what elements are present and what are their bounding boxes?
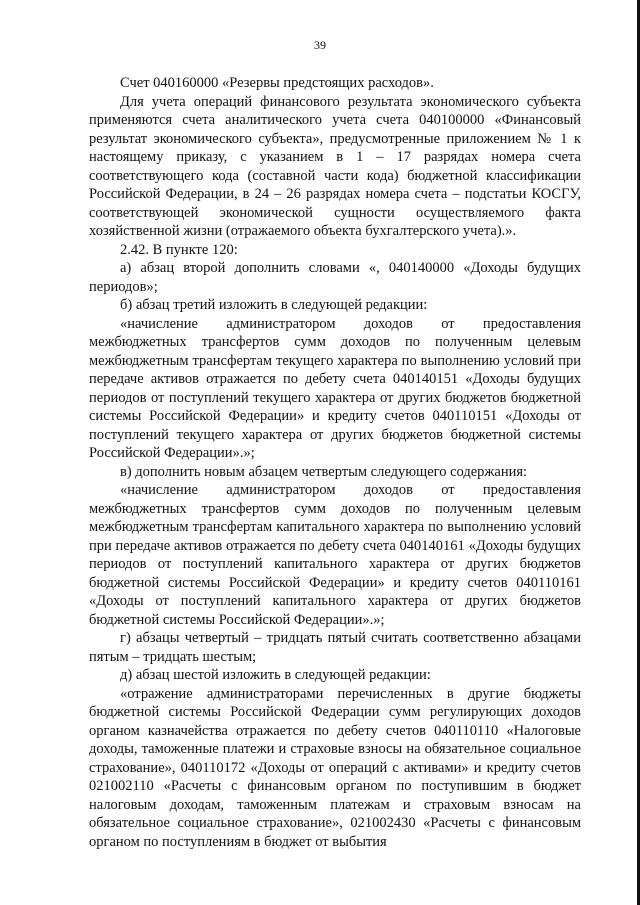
paragraph-item-d: д) абзац шестой изложить в следующей редакции:: [120, 667, 431, 683]
document-body: [89, 74, 581, 851]
paragraph-quote-capital-transfers: «начисление администратором доходов от предоставления межбюджетных трансфертов сумм доходов по полученным целевым межбюджетным трансфертам капитального характера по выполнению условий при передаче активов отражается по дебету счета 040140161 «Доходы будущих периодов от поступлений капитального характера от других бюджетов бюджетной системы Российской Федерации» и кредиту счетов 040110161 «Доходы от поступлений капитального характера от других бюджетов бюджетной системы Российской Федерации».»;: [89, 482, 581, 628]
paragraph-account-reserves: Счет 040160000 «Резервы предстоящих расходов».: [120, 75, 434, 91]
paragraph-item-b: б) абзац третий изложить в следующей редакции:: [120, 297, 428, 313]
paragraph-financial-result: Для учета операций финансового результата экономического субъекта применяются счета аналитического учета счета 040100000 «Финансовый результат экономического субъекта», предусмотренные приложением № 1 к настоящему приказу, с указанием в 1 – 17 разрядах номера счета соответствующего кода (составной части кода) бюджетной классификации Российской Федерации, в 24 – 26 разрядах номера счета – подстатьи КОСГУ, соответствующей экономической сущности осуществляемого факта хозяйственной жизни (отражаемого объекта бухгалтерского учета).».: [89, 93, 581, 239]
paragraph-item-v: в) дополнить новым абзацем четвертым следующего содержания:: [120, 463, 528, 480]
paragraph-item-g: г) абзацы четвертый – тридцать пятый считать соответственно абзацами пятым – тридцать шестым;: [89, 630, 581, 665]
paragraph-item-a: а) абзац второй дополнить словами «, 040140000 «Доходы будущих периодов»;: [89, 260, 581, 295]
paragraph-quote-regulating-income: «отражение администраторами перечисленных в другие бюджеты бюджетной системы Российской Федерации сумм регулирующих доходов органом казначейства отражается по дебету счетов 040110110 «Налоговые доходы, таможенные платежи и страховые взносы на обязательное социальное страхование», 040110172 «Доходы от операций с активами» и кредиту счетов 021002110 «Расчеты с финансовым органом по поступившим в бюджет налоговым доходам, таможенным платежам и страховым взносам на обязательное социальное страхование», 021002430 «Расчеты с финансовым органом по поступлениям в бюджет от выбытия: [89, 685, 581, 850]
page-number: 39: [314, 38, 326, 52]
paragraph-clause-2-42: 2.42. В пункте 120:: [120, 241, 238, 258]
paragraph-quote-current-transfers: «начисление администратором доходов от предоставления межбюджетных трансфертов сумм доходов по полученным целевым межбюджетным трансфертам текущего характера по выполнению условий при передаче активов отражается по дебету счета 040140151 «Доходы будущих периодов от поступлений текущего характера от других бюджетов бюджетной системы Российской Федерации» и кредиту счетов 040110151 «Доходы от поступлений текущего характера от других бюджетов бюджетной системы Российской Федерации».»;: [89, 315, 581, 461]
